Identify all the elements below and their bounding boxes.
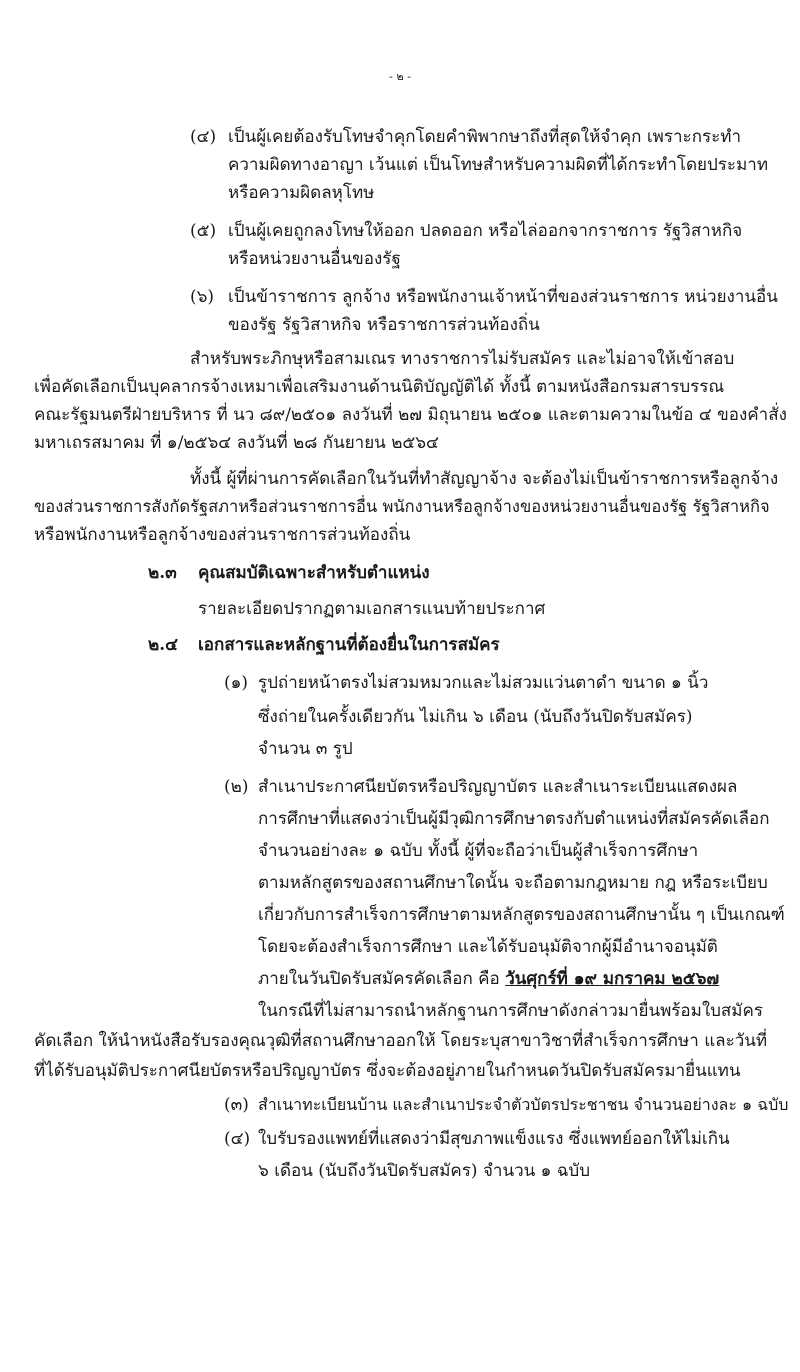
- doc-2-deadline-prefix: ภายในวันปิดรับสมัครคัดเลือก คือ: [258, 969, 506, 989]
- item-a4-line-3: หรือความผิดลหุโทษ: [228, 183, 375, 203]
- item-a4-line-1: เป็นผู้เคยต้องรับโทษจำคุกโดยคำพิพากษาถึงที่สุดให้จำคุก เพราะกระทำ: [228, 127, 741, 147]
- monk-para-line-1: สำหรับพระภิกษุหรือสามเณร ทางราชการไม่รับสมัคร และไม่อาจให้เข้าสอบ: [190, 349, 735, 369]
- section-2-3-body: รายละเอียดปรากฏตามเอกสารแนบท้ายประกาศ: [198, 599, 546, 619]
- cert-para-line-2: คัดเลือก ให้นำหนังสือรับรองคุณวุฒิที่สถานศึกษาออกให้ โดยระบุสาขาวิชาที่สำเร็จการศึกษา และวันที่: [34, 1031, 768, 1051]
- doc-1-line-2: ซึ่งถ่ายในครั้งเดียวกัน ไม่เกิน ๖ เดือน (นับถึงวันปิดรับสมัคร): [258, 707, 693, 727]
- doc-2-line-1: สำเนาประกาศนียบัตรหรือปริญญาบัตร และสำเนาระเบียนแสดงผล: [258, 777, 738, 797]
- doc-4-number: (๔): [224, 1129, 251, 1149]
- item-a5-line-2: หรือหน่วยงานอื่นของรัฐ: [228, 249, 401, 269]
- monk-para-line-2: เพื่อคัดเลือกเป็นบุคลากรจ้างเหมาเพื่อเสริมงานด้านนิติบัญญัติได้ ทั้งนี้ ตามหนังสือกรมสารบรรณ: [34, 377, 725, 397]
- contract-para-line-3: หรือพนักงานหรือลูกจ้างของส่วนราชการส่วนท้องถิ่น: [34, 525, 411, 545]
- doc-4-line-1: ใบรับรองแพทย์ที่แสดงว่ามีสุขภาพแข็งแรง ซึ่งแพทย์ออกให้ไม่เกิน: [258, 1129, 730, 1149]
- section-2-3-title: คุณสมบัติเฉพาะสำหรับตำแหน่ง: [198, 563, 430, 583]
- doc-2-deadline-date: วันศุกร์ที่ ๑๙ มกราคม ๒๕๖๗: [505, 969, 720, 989]
- doc-4-line-2: ๖ เดือน (นับถึงวันปิดรับสมัคร) จำนวน ๑ ฉบับ: [258, 1161, 591, 1181]
- monk-para-line-4: มหาเถรสมาคม ที่ ๑/๒๕๖๔ ลงวันที่ ๒๘ กันยายน ๒๕๖๔: [34, 433, 439, 453]
- doc-3-line-1: สำเนาทะเบียนบ้าน และสำเนาประจำตัวบัตรประชาชน จำนวนอย่างละ ๑ ฉบับ: [258, 1095, 789, 1114]
- item-a6-number: (๖): [190, 287, 215, 307]
- section-2-4-number: ๒.๔: [148, 635, 178, 655]
- item-a5-number: (๕): [190, 221, 217, 241]
- cert-para-line-3: ที่ได้รับอนุมัติประกาศนียบัตรหรือปริญญาบัตร ซึ่งจะต้องอยู่ภายในกำหนดวันปิดรับสมัครมายื่นแทน: [34, 1061, 741, 1081]
- doc-3-number: (๓): [224, 1095, 249, 1115]
- item-a4-number: (๔): [190, 127, 217, 147]
- doc-2-line-4: ตามหลักสูตรของสถานศึกษาใดนั้น จะถือตามกฎหมาย กฎ หรือระเบียบ: [258, 873, 768, 893]
- doc-2-line-3: จำนวนอย่างละ ๑ ฉบับ ทั้งนี้ ผู้ที่จะถือว่าเป็นผู้สำเร็จการศึกษา: [258, 841, 699, 861]
- section-2-4-title: เอกสารและหลักฐานที่ต้องยื่นในการสมัคร: [198, 635, 500, 655]
- doc-1-line-3: จำนวน ๓ รูป: [258, 739, 353, 759]
- doc-2-line-6: โดยจะต้องสำเร็จการศึกษา และได้รับอนุมัติจากผู้มีอำนาจอนุมัติ: [258, 937, 718, 957]
- doc-2-line-2: การศึกษาที่แสดงว่าเป็นผู้มีวุฒิการศึกษาตรงกับตำแหน่งที่สมัครคัดเลือก: [258, 809, 770, 829]
- item-a6-line-1: เป็นข้าราชการ ลูกจ้าง หรือพนักงานเจ้าหน้าที่ของส่วนราชการ หน่วยงานอื่น: [228, 287, 778, 307]
- doc-2-line-7: [258, 968, 719, 990]
- item-a5-line-1: เป็นผู้เคยถูกลงโทษให้ออก ปลดออก หรือไล่ออกจากราชการ รัฐวิสาหกิจ: [228, 221, 743, 241]
- doc-1-number: (๑): [224, 673, 249, 693]
- contract-para-line-1: ทั้งนี้ ผู้ที่ผ่านการคัดเลือกในวันที่ทำสัญญาจ้าง จะต้องไม่เป็นข้าราชการหรือลูกจ้าง: [190, 469, 779, 489]
- doc-2-number: (๒): [224, 777, 249, 797]
- page-number: - ๒ -: [389, 70, 411, 83]
- item-a4-line-2: ความผิดทางอาญา เว้นแต่ เป็นโทษสำหรับความผิดที่ได้กระทำโดยประมาท: [228, 155, 769, 175]
- section-2-3-number: ๒.๓: [148, 563, 177, 583]
- doc-1-line-1: รูปถ่ายหน้าตรงไม่สวมหมวกและไม่สวมแว่นตาดำ ขนาด ๑ นิ้ว: [258, 673, 709, 693]
- item-a6-line-2: ของรัฐ รัฐวิสาหกิจ หรือราชการส่วนท้องถิ่น: [228, 315, 540, 335]
- doc-2-line-5: เกี่ยวกับการสำเร็จการศึกษาตามหลักสูตรของสถานศึกษานั้น ๆ เป็นเกณฑ์: [258, 905, 785, 925]
- cert-para-line-1: ในกรณีที่ไม่สามารถนำหลักฐานการศึกษาดังกล่าวมายื่นพร้อมใบสมัคร: [258, 1001, 764, 1021]
- contract-para-line-2: ของส่วนราชการสังกัดรัฐสภาหรือส่วนราชการอื่น พนักงานหรือลูกจ้างของหน่วยงานอื่นของรัฐ รัฐวิสาหกิจ: [34, 497, 770, 516]
- monk-para-line-3: คณะรัฐมนตรีฝ่ายบริหาร ที่ นว ๘๙/๒๕๐๑ ลงวันที่ ๒๗ มิถุนายน ๒๕๐๑ และตามความในข้อ ๔ ของคำสั่ง: [34, 405, 787, 425]
